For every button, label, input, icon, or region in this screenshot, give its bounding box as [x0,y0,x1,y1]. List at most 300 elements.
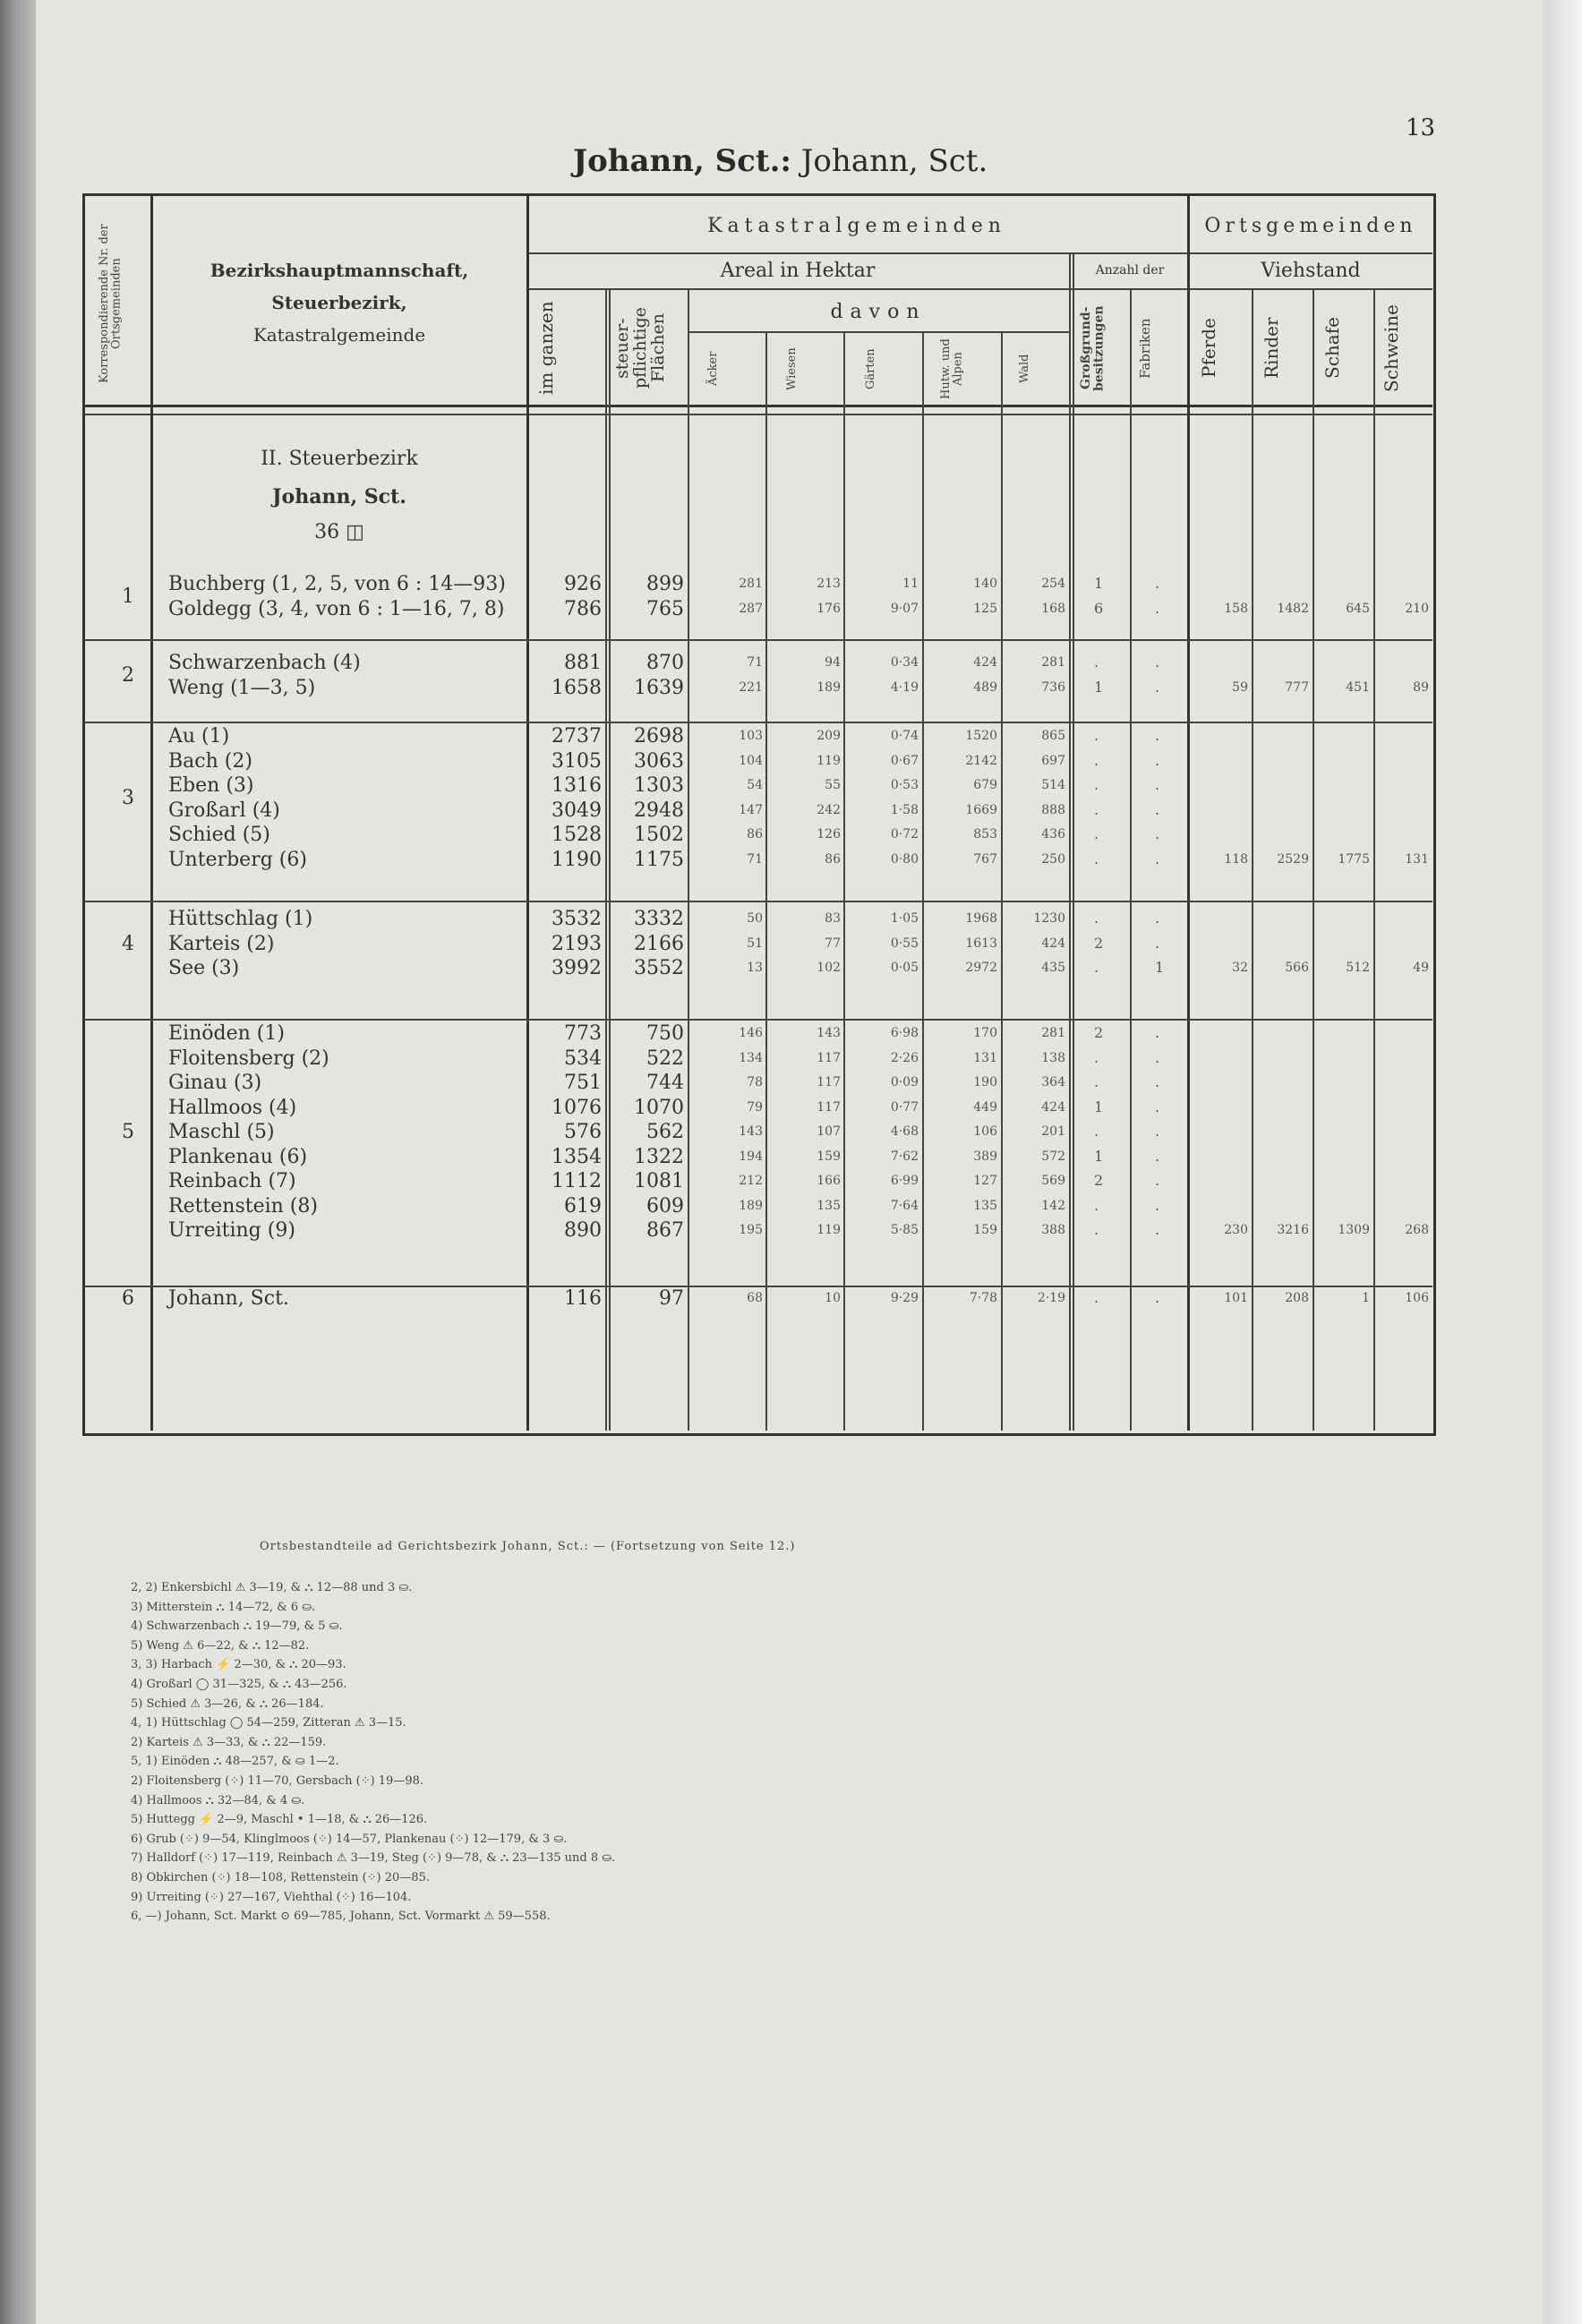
header-wiesen: Wiesen [785,347,799,390]
katastral-name: Eben (3) [168,774,254,797]
col-rule [1187,195,1190,1431]
cell-gross: . [1094,1289,1099,1306]
cell-gaerten: 4·19 [890,679,919,695]
cell-wiesen: 213 [817,577,841,591]
footnote-line: 3) Mitterstein ⛬ 14—72, & 6 ⛀. [131,1600,316,1614]
cell-steuer: 867 [646,1219,684,1242]
cell-gross: 1 [1094,1147,1104,1165]
cell-ganzen: 890 [564,1219,602,1242]
footnote-line: 4, 1) Hüttschlag ◯ 54—259, Zitteran ⚠ 3—15. [131,1716,406,1730]
cell-gross: 1 [1094,575,1104,592]
cell-ganzen: 773 [564,1022,602,1045]
cell-gaerten: 9·29 [890,1291,919,1305]
cell-gross: . [1094,776,1099,793]
header-korr-nr: Korrespondierende Nr. der Ortsgemeinden [98,224,124,383]
cell-rinder: 3216 [1277,1223,1309,1237]
cell-pferde: 32 [1232,961,1248,975]
cell-fab: . [1155,800,1160,818]
cell-aecker: 71 [747,851,763,867]
cell-hutw: 7·78 [969,1291,997,1305]
cell-ganzen: 1076 [552,1096,602,1119]
cell-aecker: 104 [739,753,763,768]
cell-fab: . [1155,1098,1160,1115]
cell-ganzen: 1354 [552,1145,602,1168]
cell-hutw: 170 [973,1026,997,1040]
katastral-name: Buchberg (1, 2, 5, von 6 : 14—93) [168,573,506,595]
katastral-name: Einöden (1) [168,1022,285,1045]
katastral-name: Unterberg (6) [168,848,307,871]
cell-aecker: 103 [739,729,763,743]
cell-gaerten: 0·05 [890,961,919,975]
footnote-line: 5) Huttegg ⚡ 2—9, Maschl • 1—18, & ⛬ 26—126. [131,1813,428,1827]
cell-hutw: 449 [973,1099,997,1115]
cell-schweine: 131 [1405,851,1429,867]
cell-gross: . [1094,1073,1099,1090]
header-bottom-rule [84,405,1432,407]
cell-gaerten: 1·58 [890,802,919,817]
cell-schafe: 1 [1362,1291,1370,1305]
cell-hutw: 140 [973,577,997,591]
header-bezirk-2: Steuerbezirk, [271,292,407,313]
cell-steuer: 870 [646,652,684,674]
cell-schweine: 49 [1413,961,1429,975]
cell-gross: . [1094,654,1099,671]
cell-gross: 2 [1094,934,1104,952]
cell-gross: . [1094,850,1099,867]
cell-fab: . [1155,825,1160,842]
cell-fab: . [1155,910,1160,927]
cell-gaerten: 0·55 [890,936,919,951]
header-areal: Areal in Hektar [720,260,876,282]
col-rule [609,288,611,1431]
footnotes-title: Ortsbestandteile ad Gerichtsbezirk Johann, Sct.: — (Fortsetzung von Seite 12.) [260,1540,796,1553]
header-hutw: Hutw. und Alpen [939,338,965,399]
cell-wald: 364 [1041,1075,1065,1089]
cell-wiesen: 55 [825,778,841,792]
cell-gaerten: 6·99 [890,1174,919,1188]
cell-wiesen: 119 [817,1223,841,1237]
cell-fab: . [1155,1196,1160,1214]
cell-hutw: 2142 [965,753,997,768]
cell-wiesen: 83 [825,911,841,926]
cell-wald: 138 [1041,1050,1065,1065]
katastral-name: Weng (1—3, 5) [168,676,316,699]
cell-pferde: 59 [1232,679,1248,695]
cell-wald: 424 [1041,936,1065,951]
cell-schafe: 645 [1346,601,1370,616]
cell-schweine: 210 [1405,601,1429,616]
header-katastral: Katastralgemeinden [707,215,1006,237]
header-grossgrund: Großgrund-besitzungen [1079,305,1107,391]
cell-hutw: 1669 [965,802,997,817]
cell-wiesen: 166 [817,1174,841,1188]
cell-steuer: 562 [646,1121,684,1143]
cell-steuer: 3063 [634,749,684,773]
cell-wald: 569 [1041,1174,1065,1188]
cell-schweine: 268 [1405,1223,1429,1237]
col-rule [1001,331,1003,1431]
cell-gaerten: 9·07 [890,601,919,616]
cell-hutw: 1520 [965,729,997,743]
cell-aecker: 13 [747,961,763,975]
cell-hutw: 489 [973,679,997,695]
footnote-line: 5) Schied ⚠ 3—26, & ⛬ 26—184. [131,1696,324,1711]
cell-rinder: 777 [1285,679,1309,695]
cell-schafe: 451 [1346,679,1370,695]
cell-fab: . [1155,934,1160,952]
header-rule [526,288,1432,290]
cell-gaerten: 7·64 [890,1198,919,1213]
section-line-1: II. Steuerbezirk [261,448,418,470]
col-rule [843,331,845,1431]
cell-wiesen: 119 [817,753,841,768]
cell-wald: 281 [1041,655,1065,670]
katastral-name: Au (1) [168,725,230,748]
cell-steuer: 609 [646,1194,684,1218]
cell-steuer: 2948 [634,799,684,822]
cell-wald: 388 [1041,1223,1065,1237]
cell-pferde: 101 [1224,1291,1248,1305]
cell-wald: 436 [1041,827,1065,842]
cell-ganzen: 619 [564,1194,602,1218]
cell-schafe: 512 [1346,961,1370,975]
cell-wiesen: 77 [825,936,841,951]
cell-wiesen: 10 [825,1291,841,1305]
footnote-line: 4) Hallmoos ⛬ 32—84, & 4 ⛀. [131,1793,305,1807]
footnote-line: 5, 1) Einöden ⛬ 48—257, & ⛀ 1—2. [131,1755,339,1769]
cell-steuer: 522 [646,1047,684,1070]
cell-gross: . [1094,1221,1099,1238]
group-rule [84,722,1432,723]
cell-aecker: 221 [739,679,763,695]
cell-wiesen: 189 [817,679,841,695]
footnote-line: 4) Schwarzenbach ⛬ 19—79, & 5 ⛀. [131,1619,343,1634]
header-rule [526,252,1432,254]
cell-ganzen: 881 [564,652,602,674]
cell-ganzen: 2193 [552,932,602,955]
cell-gaerten: 0·74 [890,729,919,743]
cell-steuer: 1070 [634,1096,684,1119]
cell-aecker: 78 [747,1075,763,1089]
cell-gaerten: 0·09 [890,1075,919,1089]
cell-wald: 201 [1041,1124,1065,1139]
cell-fab: . [1155,1172,1160,1189]
col-rule [605,288,607,1431]
cell-ganzen: 1528 [552,824,602,846]
cell-hutw: 853 [973,827,997,842]
cell-gross: . [1094,1048,1099,1066]
cell-wald: 142 [1041,1198,1065,1213]
cell-wald: 168 [1041,601,1065,616]
cell-steuer: 744 [646,1072,684,1094]
cell-wald: 697 [1041,753,1065,768]
cell-hutw: 2972 [965,961,997,975]
katastral-name: Schwarzenbach (4) [168,652,361,674]
group-number: 5 [122,1121,134,1143]
cell-gaerten: 0·53 [890,778,919,792]
cell-wiesen: 135 [817,1198,841,1213]
cell-fab: . [1155,678,1160,696]
cell-wiesen: 143 [817,1026,841,1040]
cell-steuer: 3552 [634,957,684,979]
cell-gross: . [1094,727,1099,744]
cell-ganzen: 2737 [552,725,602,748]
col-rule [688,288,689,1431]
cell-fab: . [1155,1073,1160,1090]
footnote-line: 2, 2) Enkersbichl ⚠ 3—19, & ⛬ 12—88 und 3 ⛀. [131,1581,413,1594]
katastral-name: Hallmoos (4) [168,1096,297,1119]
cell-fab: . [1155,727,1160,744]
cell-fab: . [1155,1048,1160,1066]
cell-aecker: 68 [747,1291,763,1305]
cell-ganzen: 786 [564,597,602,620]
cell-gross: . [1094,1196,1099,1214]
cell-wald: 888 [1041,802,1065,817]
cell-fab: . [1155,575,1160,592]
cell-fab: . [1155,1221,1160,1238]
cell-gaerten: 5·85 [890,1223,919,1237]
cell-hutw: 1613 [965,936,997,951]
cell-gaerten: 1·05 [890,911,919,926]
binding-shadow [0,0,36,2324]
cell-wald: 250 [1041,851,1065,867]
cell-hutw: 131 [973,1050,997,1065]
cell-ganzen: 3992 [552,957,602,979]
cell-steuer: 765 [646,597,684,620]
footnote-line: 6) Grub (⁘) 9—54, Klinglmoos (⁘) 14—57, Plankenau (⁘) 12—179, & 3 ⛀. [131,1832,568,1846]
header-davon: davon [830,301,927,323]
katastral-name: Floitensberg (2) [168,1047,329,1070]
cell-aecker: 194 [739,1149,763,1164]
katastral-name: Goldegg (3, 4, von 6 : 1—16, 7, 8) [168,597,505,620]
footnote-line: 2) Floitensberg (⁘) 11—70, Gersbach (⁘) 19—98. [131,1774,424,1788]
cell-ganzen: 1658 [552,676,602,699]
cell-gaerten: 0·67 [890,753,919,768]
cell-fab: . [1155,1147,1160,1165]
cell-schweine: 106 [1405,1291,1429,1305]
col-rule [1073,252,1074,1431]
cell-gross: . [1094,800,1099,818]
cell-wiesen: 242 [817,802,841,817]
cell-pferde: 158 [1224,601,1248,616]
header-anzahl: Anzahl der [1095,263,1165,278]
cell-steuer: 97 [659,1287,684,1310]
group-number: 4 [122,932,134,955]
header-bottom-rule-2 [84,414,1432,415]
cell-hutw: 1968 [965,911,997,926]
cell-fab: . [1155,1289,1160,1306]
header-rule [688,331,1069,333]
cell-gross: . [1094,959,1099,976]
cell-aecker: 143 [739,1124,763,1139]
cell-wiesen: 117 [817,1075,841,1089]
cell-gross: . [1094,825,1099,842]
cell-wald: 514 [1041,778,1065,792]
cell-ganzen: 534 [564,1047,602,1070]
cell-wiesen: 209 [817,729,841,743]
cell-ganzen: 926 [564,573,602,595]
cell-aecker: 146 [739,1026,763,1040]
katastral-name: Plankenau (6) [168,1145,308,1168]
cell-steuer: 1639 [634,676,684,699]
footnote-line: 8) Obkirchen (⁘) 18—108, Rettenstein (⁘) 20—85. [131,1871,430,1884]
cell-hutw: 190 [973,1075,997,1089]
header-bezirk-3: Katastralgemeinde [252,324,426,346]
cell-schafe: 1309 [1338,1223,1370,1237]
cell-wiesen: 107 [817,1124,841,1139]
cell-rinder: 1482 [1277,601,1309,616]
cell-ganzen: 751 [564,1072,602,1094]
cell-gaerten: 0·34 [890,655,919,670]
katastral-name: Hüttschlag (1) [168,908,313,930]
cell-gaerten: 7·62 [890,1149,919,1164]
group-rule [84,901,1432,902]
group-number: 1 [122,585,134,608]
cell-ganzen: 3105 [552,749,602,773]
cell-steuer: 1175 [634,848,684,871]
cell-aecker: 281 [739,577,763,591]
group-rule [84,1019,1432,1021]
cell-rinder: 208 [1285,1291,1309,1305]
cell-wiesen: 126 [817,827,841,842]
cell-ganzen: 3049 [552,799,602,822]
katastral-name: See (3) [168,957,240,979]
cell-pferde: 230 [1224,1223,1248,1237]
cell-pferde: 118 [1224,851,1248,867]
header-aecker: Äcker [706,351,720,387]
footnote-line: 4) Großarl ◯ 31—325, & ⛬ 43—256. [131,1678,347,1691]
cell-wald: 865 [1041,729,1065,743]
cell-wiesen: 102 [817,961,841,975]
cell-fab: . [1155,850,1160,867]
cell-ganzen: 576 [564,1121,602,1143]
cell-fab: . [1155,654,1160,671]
cell-steuer: 1322 [634,1145,684,1168]
header-schweine: Schweine [1381,304,1402,392]
cell-aecker: 86 [747,827,763,842]
col-rule [1069,252,1071,1431]
footnote-line: 6, —) Johann, Sct. Markt ⊙ 69—785, Johann, Sct. Vormarkt ⚠ 59—558. [131,1910,551,1924]
cell-fab: 1 [1155,959,1165,976]
header-pferde: Pferde [1198,318,1219,379]
col-rule [765,331,767,1431]
cell-aecker: 147 [739,802,763,817]
header-ortsgemeinden: Ortsgemeinden [1204,215,1417,237]
header-viehstand: Viehstand [1261,260,1361,282]
cell-wald: 281 [1041,1026,1065,1040]
cell-steuer: 750 [646,1022,684,1045]
cell-steuer: 1303 [634,774,684,797]
section-line-2: Johann, Sct. [272,485,406,508]
cell-steuer: 1081 [634,1170,684,1192]
katastral-name: Maschl (5) [168,1121,275,1143]
footnote-line: 9) Urreiting (⁘) 27—167, Viehthal (⁘) 16—104. [131,1890,412,1904]
cell-wald: 435 [1041,961,1065,975]
cell-gross: 1 [1094,1098,1104,1115]
katastral-name: Johann, Sct. [168,1287,289,1310]
cell-gaerten: 4·68 [890,1124,919,1139]
cell-gaerten: 6·98 [890,1026,919,1040]
footnote-line: 2) Karteis ⚠ 3—33, & ⛬ 22—159. [131,1735,327,1749]
cell-steuer: 1502 [634,824,684,846]
katastral-name: Karteis (2) [168,932,275,955]
cell-gross: 2 [1094,1024,1104,1041]
katastral-name: Ginau (3) [168,1072,262,1094]
page-edge [1543,0,1582,2324]
cell-wiesen: 86 [825,851,841,867]
cell-aecker: 79 [747,1099,763,1115]
cell-fab: . [1155,751,1160,769]
cell-gross: 2 [1094,1172,1104,1189]
cell-hutw: 127 [973,1174,997,1188]
header-rinder: Rinder [1261,317,1282,380]
cell-wald: 1230 [1033,911,1065,926]
cell-aecker: 134 [739,1050,763,1065]
section-line-3: 36 ◫ [314,521,364,543]
cell-steuer: 2698 [634,725,684,748]
col-rule [922,331,924,1431]
cell-schafe: 1775 [1338,851,1370,867]
cell-hutw: 125 [973,601,997,616]
cell-steuer: 3332 [634,908,684,930]
cell-aecker: 71 [747,655,763,670]
cell-wiesen: 159 [817,1149,841,1164]
cell-aecker: 212 [739,1174,763,1188]
group-number: 2 [122,663,134,687]
cell-wiesen: 117 [817,1050,841,1065]
col-rule [150,195,153,1431]
cell-wiesen: 176 [817,601,841,616]
cell-hutw: 106 [973,1124,997,1139]
cell-fab: . [1155,1123,1160,1140]
cell-wald: 2·19 [1037,1291,1065,1305]
cell-hutw: 159 [973,1223,997,1237]
cell-aecker: 195 [739,1223,763,1237]
cell-hutw: 767 [973,851,997,867]
cell-rinder: 566 [1285,961,1309,975]
cell-ganzen: 3532 [552,908,602,930]
cell-schweine: 89 [1413,679,1429,695]
header-schafe: Schafe [1321,317,1343,380]
cell-gross: . [1094,1123,1099,1140]
running-title [573,143,988,179]
cell-ganzen: 1316 [552,774,602,797]
cell-gaerten: 0·72 [890,827,919,842]
cell-fab: . [1155,1024,1160,1041]
header-gaerten: Gärten [864,348,877,389]
cell-aecker: 50 [747,911,763,926]
cell-fab: . [1155,776,1160,793]
cell-steuer: 2166 [634,932,684,955]
header-wald: Wald [1018,354,1031,384]
cell-fab: . [1155,599,1160,617]
running-title-normal: Johann, Sct. [800,143,988,179]
katastral-name: Bach (2) [168,749,252,773]
cell-gaerten: 2·26 [890,1050,919,1065]
cell-hutw: 424 [973,655,997,670]
running-title-bold: Johann, Sct.: [573,143,791,179]
cell-aecker: 189 [739,1198,763,1213]
cell-gaerten: 0·80 [890,851,919,867]
cell-gaerten: 11 [902,577,919,591]
cell-aecker: 287 [739,601,763,616]
page-number: 13 [1406,115,1436,141]
katastral-name: Urreiting (9) [168,1219,295,1242]
header-bezirk-1: Bezirkshauptmannschaft, [210,260,469,281]
cell-ganzen: 1112 [552,1170,602,1192]
cell-gaerten: 0·77 [890,1099,919,1115]
cell-hutw: 389 [973,1149,997,1164]
